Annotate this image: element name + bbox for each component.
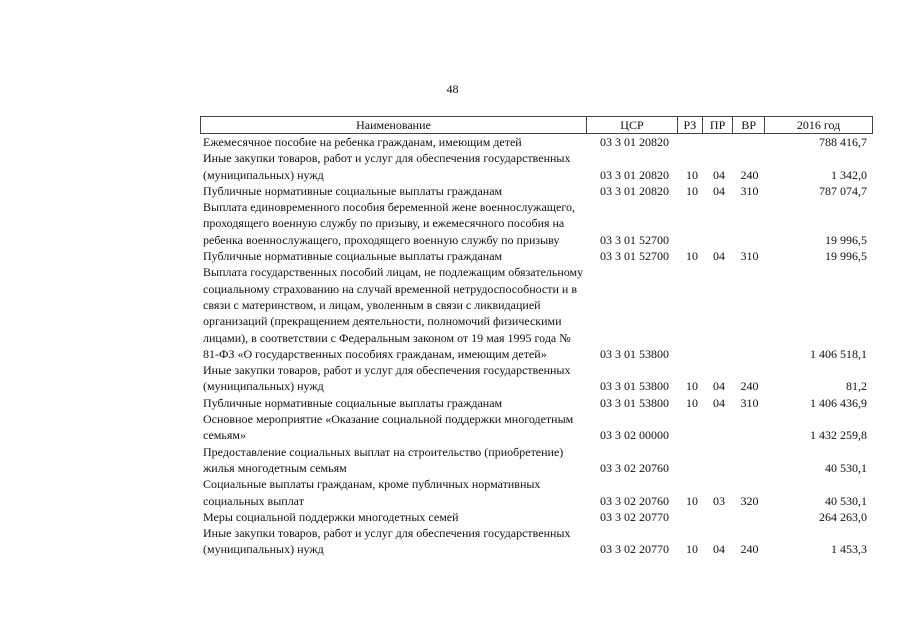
row-rz: 10 [686,395,698,410]
table-row [200,134,873,150]
row-pr: 04 [713,379,725,394]
table-row [200,264,873,362]
page-number: 48 [446,82,459,96]
table-row [200,476,873,509]
row-csr: 03 3 01 52700 [600,249,669,264]
row-vr: 310 [740,249,759,264]
table-row [200,395,873,411]
header-rz: РЗ [677,117,702,133]
row-rz: 10 [686,249,698,264]
row-csr: 03 3 02 20770 [600,509,669,524]
table-row [200,199,873,248]
table-row [200,509,873,525]
table-row [200,248,873,264]
row-name: Выплата единовременного пособия беременной жене военнослужащего, проходящего военную службу по призыву, и ежемесячного пособия на ребенка военнослужащего, проходящего военную службу по призыву [203,200,575,247]
table-header [200,116,873,134]
row-amount: 1 432 259,8 [810,428,867,443]
table-row [200,411,873,444]
row-name: Иные закупки товаров, работ и услуг для обеспечения государственных (муниципальных) нужд [203,151,571,182]
table-row [200,183,873,199]
table-body [200,134,873,558]
row-pr: 04 [713,542,725,557]
row-csr: 03 3 01 53800 [600,379,669,394]
row-name: Иные закупки товаров, работ и услуг для обеспечения государственных (муниципальных) нужд [203,526,571,557]
header-vr: ВР [732,117,764,133]
row-amount: 81,2 [846,379,867,394]
row-rz: 10 [686,493,698,508]
header-csr: ЦСР [586,117,677,133]
row-amount: 787 074,7 [819,183,867,198]
row-csr: 03 3 02 20760 [600,460,669,475]
row-name: Иные закупки товаров, работ и услуг для обеспечения государственных (муниципальных) нужд [203,363,571,394]
row-csr: 03 3 01 20820 [600,135,669,149]
header-name: Наименование [356,118,431,132]
row-csr: 03 3 01 53800 [600,395,669,410]
row-name: Социальные выплаты гражданам, кроме публичных нормативных социальных выплат [203,477,541,508]
row-name: Публичные нормативные социальные выплаты гражданам [203,395,503,410]
row-amount: 1 342,0 [831,167,867,182]
row-amount: 40 530,1 [825,493,867,508]
row-vr: 240 [740,542,759,557]
row-csr: 03 3 01 20820 [600,167,669,182]
row-amount: 1 453,3 [831,542,867,557]
row-csr: 03 3 01 53800 [600,346,669,361]
row-vr: 320 [740,493,759,508]
header-year: 2016 год [764,117,872,133]
row-vr: 240 [740,379,759,394]
row-csr: 03 3 01 52700 [600,232,669,247]
row-pr: 04 [713,249,725,264]
table-row [200,362,873,395]
row-amount: 1 406 436,9 [810,395,867,410]
row-name: Публичные нормативные социальные выплаты гражданам [203,183,503,198]
row-csr: 03 3 02 20770 [600,542,669,557]
row-name: Предоставление социальных выплат на строительство (приобретение) жилья многодетным семьям [203,444,564,475]
row-amount: 19 996,5 [825,232,867,247]
header-pr: ПР [702,117,733,133]
row-amount: 1 406 518,1 [810,346,867,361]
table-row [200,150,873,183]
row-pr: 03 [713,493,725,508]
row-vr: 310 [740,183,759,198]
row-name: Выплата государственных пособий лицам, не подлежащим обязательному социальному страхованию на случай временной нетрудоспособности и в связи с материнством, и лицам, уволенным в связи с ликвидацией организаций (прекращением деятельности, полномочий физическими лицами), в соответствии с Федеральным законом от 19 мая 1995 года № 81-ФЗ «О государственных пособиях гражданам, имеющим детей» [203,265,584,361]
row-pr: 04 [713,395,725,410]
row-rz: 10 [686,379,698,394]
row-name: Публичные нормативные социальные выплаты гражданам [203,249,503,264]
row-csr: 03 3 01 20820 [600,183,669,198]
table-row [200,444,873,477]
row-pr: 04 [713,167,725,182]
row-amount: 788 416,7 [819,135,867,149]
row-name: Основное мероприятие «Оказание социальной поддержки многодетным семьям» [203,412,574,443]
budget-table [200,116,873,558]
row-csr: 03 3 02 20760 [600,493,669,508]
row-name: Меры социальной поддержки многодетных семей [203,509,459,524]
row-rz: 10 [686,167,698,182]
row-name: Ежемесячное пособие на ребенка гражданам, имеющим детей [203,135,522,149]
row-pr: 04 [713,183,725,198]
row-amount: 264 263,0 [819,509,867,524]
row-rz: 10 [686,542,698,557]
row-amount: 19 996,5 [825,249,867,264]
row-vr: 240 [740,167,759,182]
row-csr: 03 3 02 00000 [600,428,669,443]
row-vr: 310 [740,395,759,410]
table-row [200,525,873,558]
row-rz: 10 [686,183,698,198]
row-amount: 40 530,1 [825,460,867,475]
